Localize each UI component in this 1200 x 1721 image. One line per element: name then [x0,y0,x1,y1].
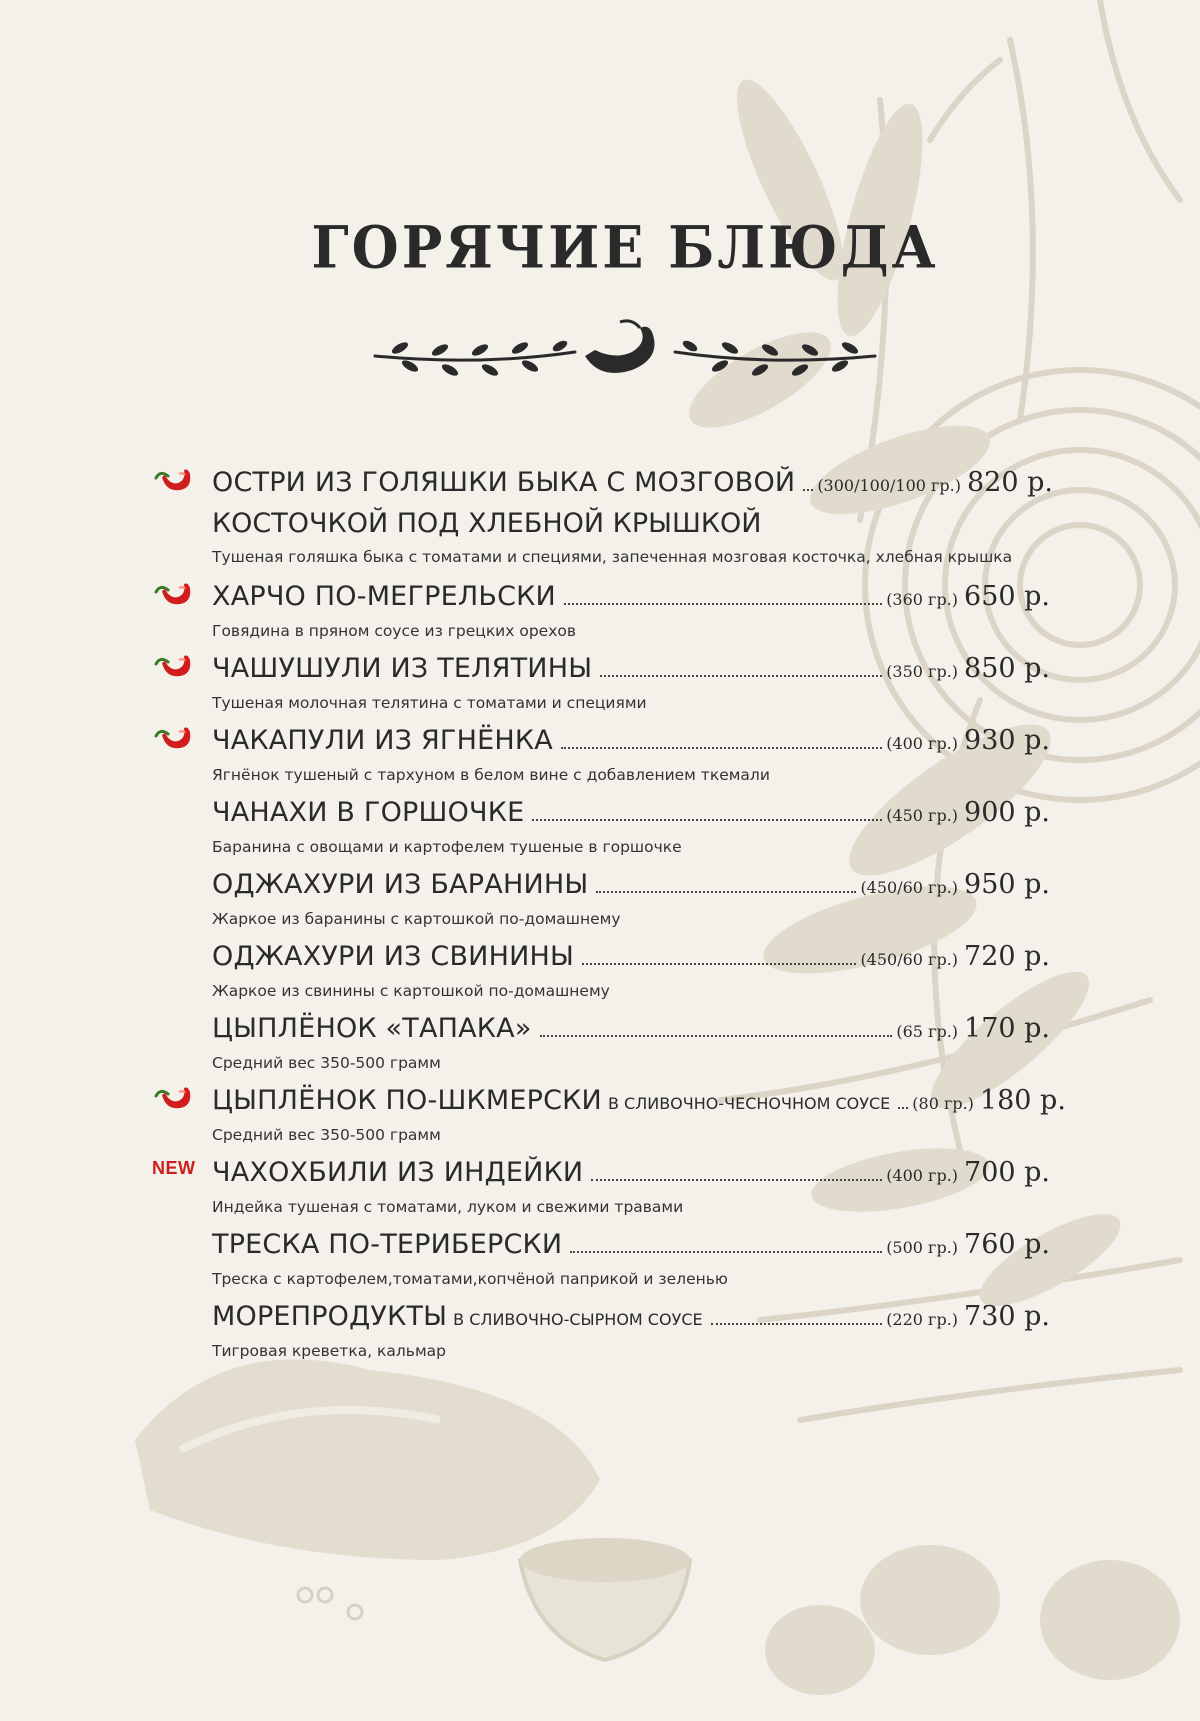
dish-weight: (80 гр.) [912,1094,974,1113]
menu-item-row [150,860,1050,906]
dish-description: Треска с картофелем,томатами,копчёной паприкой и зеленью [212,1270,728,1288]
dot-leader [711,1322,883,1325]
dish-description: Жаркое из баранины с картошкой по-домашнему [212,910,621,928]
dish-name: ЦЫПЛЁНОК ПО-ШКМЕРСКИ [212,1085,602,1116]
dish-name: ОДЖАХУРИ ИЗ СВИНИНЫ [212,941,574,972]
dish-price: 700 р. [964,1157,1050,1188]
menu-item [150,458,1053,570]
dish-name: ЧАКАПУЛИ ИЗ ЯГНЁНКА [212,725,553,756]
spicy-marker [150,466,198,496]
menu-item-row [150,716,1050,762]
menu-item-row [150,932,1050,978]
menu-item-line [212,1013,1050,1044]
dish-sauce: В СЛИВОЧНО-ЧЕСНОЧНОМ СОУСЕ [607,1094,891,1113]
dish-name: ЧАНАХИ В ГОРШОЧКЕ [212,797,525,828]
dot-leader [803,488,813,491]
dish-description: Говядина в пряном соусе из грецких орехов [212,622,577,640]
menu-item-row [150,1220,1050,1266]
dot-leader [898,1106,908,1109]
dish-name: ЦЫПЛЁНОК «ТАПАКА» [212,1013,532,1044]
menu-item-line [212,1085,1066,1116]
dish-weight: (65 гр.) [896,1022,959,1041]
chili-pepper-icon [150,652,194,680]
menu-item-row [150,458,1053,504]
dish-weight: (400 гр.) [886,1166,959,1185]
chili-pepper-icon [150,1084,194,1112]
chili-pepper-icon [150,580,194,608]
dish-weight: (450/60 гр.) [860,950,959,969]
dish-description: Тушеная молочная телятина с томатами и специями [212,694,647,712]
dot-leader [570,1250,882,1253]
dish-description: Тигровая креветка, кальмар [212,1342,446,1360]
spicy-marker [150,652,198,682]
dish-name: МОРЕПРОДУКТЫ [212,1301,448,1332]
dish-price: 850 р. [964,653,1050,684]
dish-weight: (450/60 гр.) [860,878,959,897]
menu-item [150,572,1050,644]
dish-name: ОСТРИ ИЗ ГОЛЯШКИ БЫКА С МОЗГОВОЙ [212,467,796,498]
dish-weight: (450 гр.) [886,806,959,825]
dish-price: 930 р. [964,725,1050,756]
menu-item-row [150,788,1050,834]
menu-item [150,932,1050,1004]
dish-name: ТРЕСКА ПО-ТЕРИБЕРСКИ [212,1229,563,1260]
spicy-marker [150,580,198,610]
dish-weight: (360 гр.) [886,590,959,609]
dish-price: 820 р. [967,467,1053,498]
menu-item [150,1148,1050,1220]
dish-price: 650 р. [964,581,1050,612]
dish-description: Средний вес 350-500 грамм [212,1126,441,1144]
menu-item-line [212,725,1050,756]
dish-name: ХАРЧО ПО-МЕГРЕЛЬСКИ [212,581,556,612]
dish-name: ОДЖАХУРИ ИЗ БАРАНИНЫ [212,869,589,900]
dish-price: 900 р. [964,797,1050,828]
menu-item [150,1220,1050,1292]
dot-leader [582,962,856,965]
menu-item-line [212,1157,1050,1188]
dish-weight: (220 гр.) [886,1310,959,1329]
menu-item-line [212,1229,1050,1260]
dot-leader [532,818,882,821]
menu-item [150,644,1050,716]
dish-price: 730 р. [964,1301,1050,1332]
dish-name: ЧАШУШУЛИ ИЗ ТЕЛЯТИНЫ [212,653,593,684]
dot-leader [561,746,882,749]
dish-price: 180 р. [979,1085,1066,1116]
spicy-marker [150,1084,198,1114]
chili-pepper-icon [150,466,194,494]
menu-item-line [212,467,1053,498]
dish-weight: (350 гр.) [886,662,959,681]
menu-item-line [212,869,1050,900]
dish-price: 760 р. [964,1229,1050,1260]
menu-item [150,788,1050,860]
dish-weight: (400 гр.) [886,734,959,753]
dish-name: ЧАХОХБИЛИ ИЗ ИНДЕЙКИ [212,1157,584,1188]
menu-item-line [212,1301,1050,1332]
dot-leader [600,674,882,677]
menu-item-row [150,1292,1050,1338]
dot-leader [540,1034,893,1037]
dish-weight: (300/100/100 гр.) [817,476,961,495]
dish-description: Тушеная голяшка быка с томатами и специями, запеченная мозговая косточка, хлебная крышка [212,548,1013,566]
menu-item [150,1292,1050,1364]
menu-item-row [150,572,1050,618]
dot-leader [591,1178,882,1181]
dish-name-continued: КОСТОЧКОЙ ПОД ХЛЕБНОЙ КРЫШКОЙ [212,508,762,539]
ornamental-branch-divider-icon [370,318,880,394]
dot-leader [596,890,856,893]
dish-price: 720 р. [964,941,1050,972]
dot-leader [564,602,882,605]
dish-sauce: В СЛИВОЧНО-СЫРНОМ СОУСЕ [453,1310,703,1329]
dish-description: Баранина с овощами и картофелем тушеные в горшочке [212,838,682,856]
chili-pepper-icon [150,724,194,752]
dish-description: Индейка тушеная с томатами, луком и свежими травами [212,1198,684,1216]
menu-item-row [150,644,1050,690]
menu-item-row [150,1076,1066,1122]
menu-item [150,1004,1050,1076]
menu-item-row [150,1148,1050,1194]
menu-item [150,860,1050,932]
page-title: ГОРЯЧИЕ БЛЮДА [311,212,939,282]
menu-item-line [212,941,1050,972]
menu-item-line [212,653,1050,684]
dish-description: Ягнёнок тушеный с тархуном в белом вине с добавлением ткемали [212,766,770,784]
dish-weight: (500 гр.) [886,1238,959,1257]
new-badge: NEW [152,1158,196,1178]
menu-item [150,1076,1066,1148]
dish-price: 950 р. [964,869,1050,900]
dish-description: Средний вес 350-500 грамм [212,1054,441,1072]
spicy-marker [150,724,198,754]
dish-price: 170 р. [964,1013,1050,1044]
menu-item-line [212,797,1050,828]
menu-item-line [212,581,1050,612]
menu-item [150,716,1050,788]
dish-description: Жаркое из свинины с картошкой по-домашнему [212,982,610,1000]
menu-item-row [150,1004,1050,1050]
